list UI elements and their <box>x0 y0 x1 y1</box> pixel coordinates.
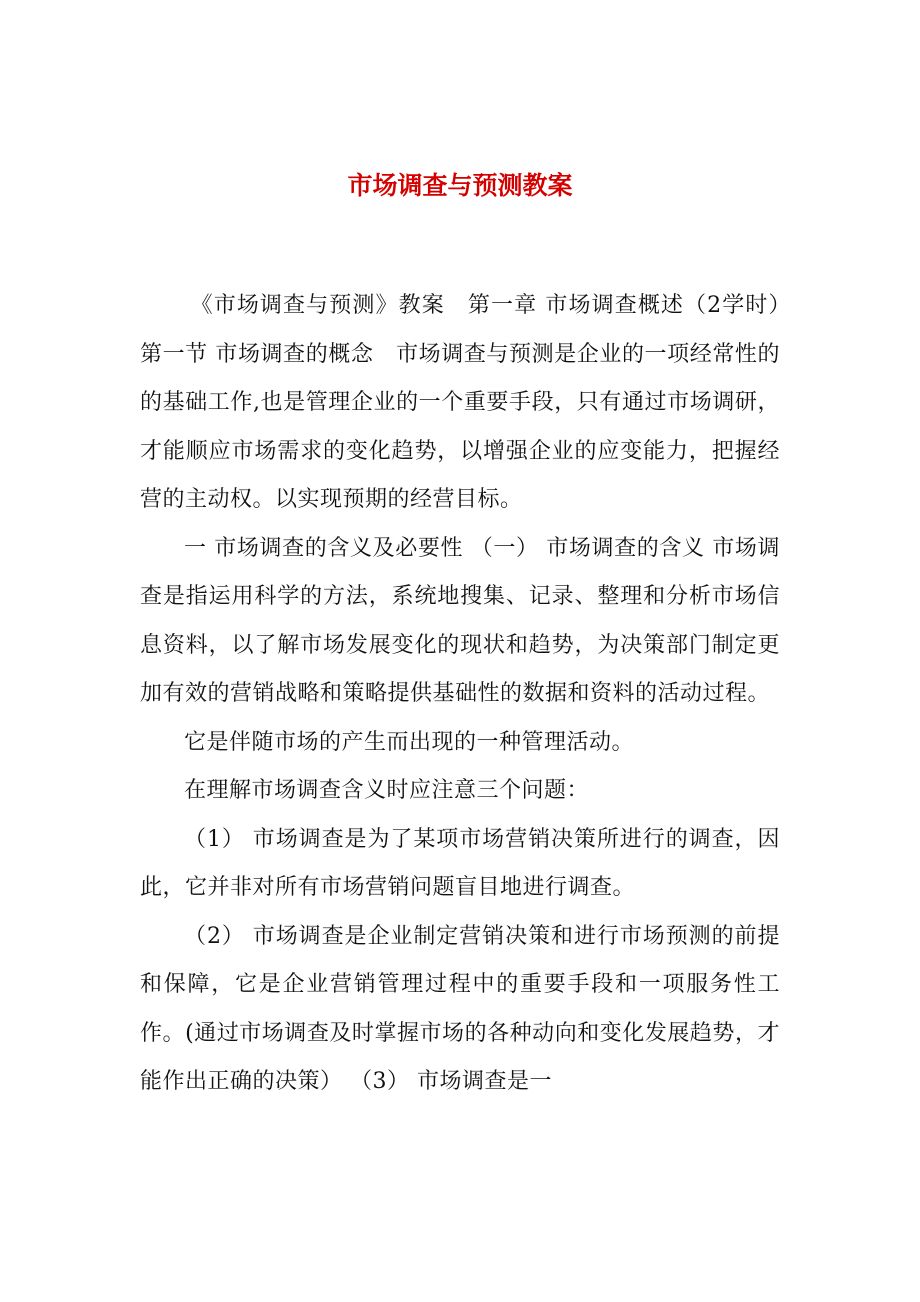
paragraph-issue-1: （1） 市场调查是为了某项市场营销决策所进行的调查，因此，它并非对所有市场营销问题盲目地进行调查。 <box>140 826 780 900</box>
document-body <box>140 282 803 1107</box>
paragraph-origin: 它是伴随市场的产生而出现的一种管理活动。 <box>184 729 635 755</box>
paragraph-three-issues: 在理解市场调查含义时应注意三个问题： <box>184 778 590 803</box>
paragraph-definition: 一 市场调查的含义及必要性 （一） 市场调查的含义 市场调查是指运用科学的方法，系统地搜集、记录、整理和分析市场信息资料，以了解市场发展变化的现状和趋势，为决策部门制定更加有效的营销战略和策略提供基础性的数据和资料的活动过程。 <box>140 535 780 706</box>
paragraph-intro: 《市场调查与预测》教案 第一章 市场调查概述（2学时） 第一节 市场调查的概念 市场调查与预测是企业的一项经常性的的基础工作,也是管理企业的一个重要手段，只有通过市场调研，才能顺应市场需求的变化趋势，以增强企业的应变能力，把握经营的主动权。以实现预期的经营目标。 <box>140 293 803 512</box>
document-title: 市场调查与预测教案 <box>347 171 573 200</box>
paragraph-issue-2: （2） 市场调查是企业制定营销决策和进行市场预测的前提和保障，它是企业营销管理过程中的重要手段和一项服务性工作。(通过市场调查及时掌握市场的各种动向和变化发展趋势，才能作出正确的决策） （3） 市场调查是一 <box>140 923 780 1094</box>
